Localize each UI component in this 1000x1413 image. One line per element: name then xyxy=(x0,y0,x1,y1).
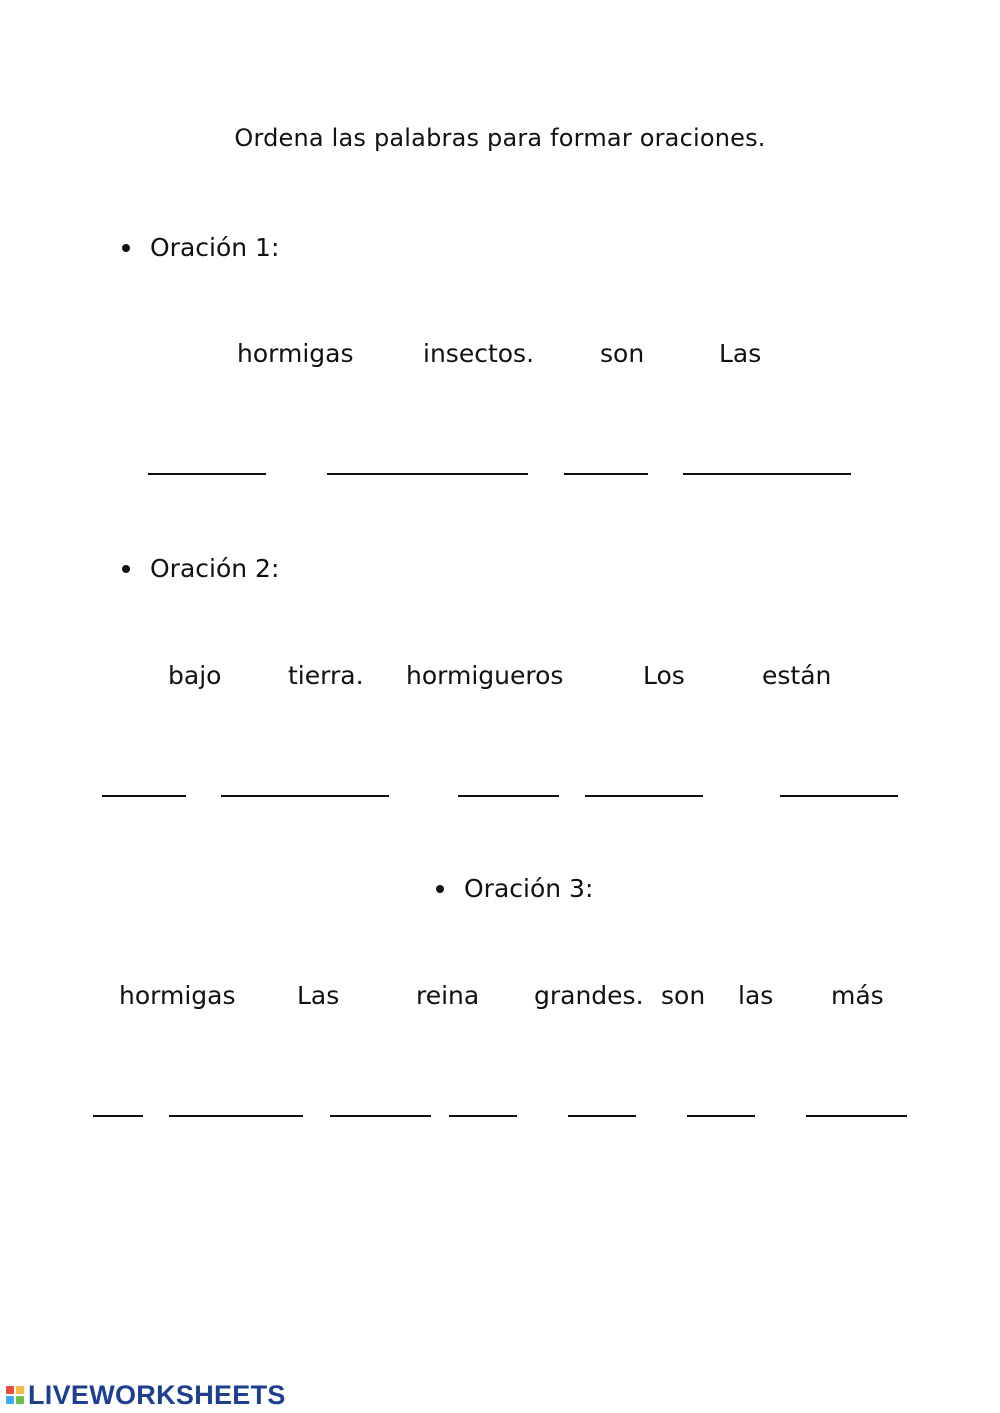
sentence-2-answer-blank[interactable] xyxy=(221,795,389,797)
sentence-2-word: tierra. xyxy=(288,661,364,690)
sentence-2-heading-label: Oración 2: xyxy=(150,554,280,583)
sentence-3-word: son xyxy=(661,981,706,1010)
sentence-3-answer-blank[interactable] xyxy=(449,1115,517,1117)
sentence-3-answer-blank[interactable] xyxy=(93,1115,143,1117)
sentence-1-word: hormigas xyxy=(237,339,354,368)
sentence-2-answer-blank[interactable] xyxy=(102,795,186,797)
sentence-2-answer-blank[interactable] xyxy=(585,795,703,797)
instructions-title: Ordena las palabras para formar oraciones. xyxy=(234,124,766,152)
sentence-2-word: bajo xyxy=(168,661,222,690)
bullet-icon xyxy=(436,885,444,893)
sentence-3-word: grandes. xyxy=(534,981,644,1010)
sentence-3-heading-label: Oración 3: xyxy=(464,874,594,903)
sentence-3-answer-blank[interactable] xyxy=(806,1115,907,1117)
sentence-2-answer-blank[interactable] xyxy=(780,795,898,797)
sentence-3-word: más xyxy=(831,981,884,1010)
bullet-icon xyxy=(122,244,130,252)
sentence-3-word: las xyxy=(738,981,774,1010)
sentence-3-heading xyxy=(436,874,593,903)
sentence-3-answer-blank[interactable] xyxy=(687,1115,755,1117)
sentence-1-answer-blank[interactable] xyxy=(327,473,528,475)
sentence-3-answer-blank[interactable] xyxy=(330,1115,431,1117)
sentence-2-heading xyxy=(122,554,279,583)
logo-blocks-icon xyxy=(6,1386,24,1404)
logo-text: LIVEWORKSHEETS xyxy=(28,1379,286,1410)
sentence-2-word: están xyxy=(762,661,832,690)
liveworksheets-logo xyxy=(6,1381,286,1409)
sentence-3-word: Las xyxy=(297,981,340,1010)
sentence-1-word: insectos. xyxy=(423,339,535,368)
sentence-3-word: reina xyxy=(416,981,480,1010)
sentence-3-answer-blank[interactable] xyxy=(568,1115,636,1117)
sentence-1-word: son xyxy=(600,339,645,368)
sentence-1-word: Las xyxy=(719,339,762,368)
sentence-2-word: Los xyxy=(643,661,685,690)
sentence-3-word: hormigas xyxy=(119,981,236,1010)
sentence-1-heading xyxy=(122,233,279,262)
sentence-1-answer-blank[interactable] xyxy=(683,473,851,475)
sentence-1-answer-blank[interactable] xyxy=(148,473,266,475)
sentence-1-heading-label: Oración 1: xyxy=(150,233,280,262)
sentence-1-answer-blank[interactable] xyxy=(564,473,648,475)
sentence-2-answer-blank[interactable] xyxy=(458,795,559,797)
bullet-icon xyxy=(122,565,130,573)
sentence-3-answer-blank[interactable] xyxy=(169,1115,303,1117)
sentence-2-word: hormigueros xyxy=(406,661,564,690)
